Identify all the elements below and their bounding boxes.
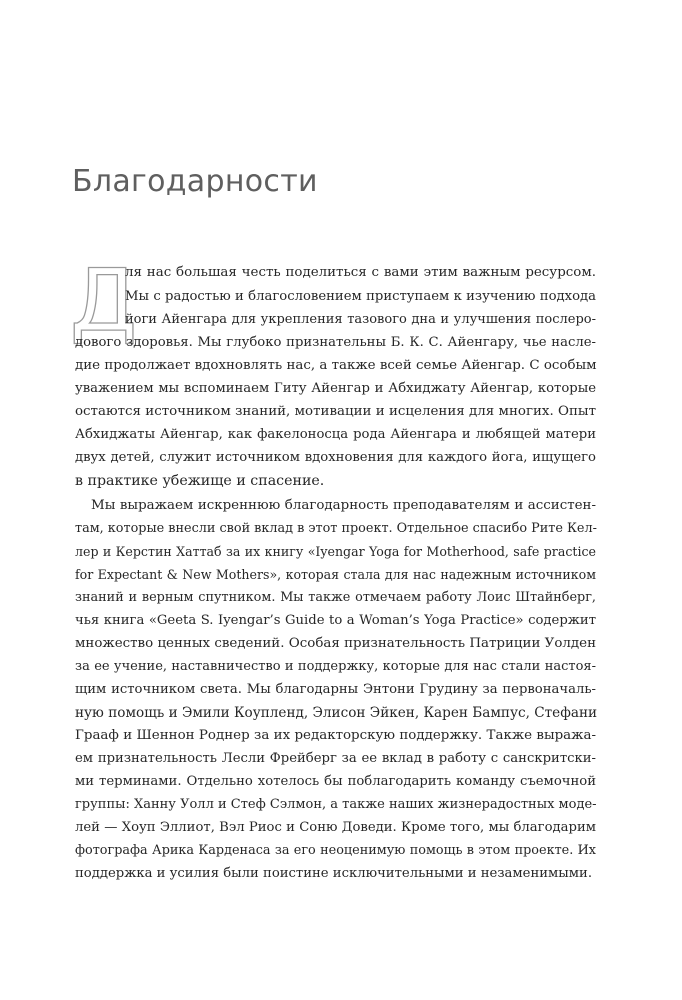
text-line: Мы выражаем искреннюю благодарность преподавателям и ассистен- xyxy=(91,498,596,513)
text-line: Мы с радостью и благословением приступаем к изучению подхода xyxy=(125,289,596,304)
text-line: знаний и верным спутником. Мы также отмечаем работу Лоис Штайнберг, xyxy=(75,590,596,605)
text-line: Грааф и Шеннон Роднер за их редакторскую поддержку. Также выража- xyxy=(75,728,596,743)
text-line: щим источником света. Мы благодарны Энтони Грудину за первоначаль- xyxy=(75,682,596,697)
text-line: поддержка и усилия были поистине исключительными и незаменимыми. xyxy=(75,866,593,881)
text-line: ми терминами. Отдельно хотелось бы поблагодарить команду съемочной xyxy=(75,774,596,789)
text-line: ля нас большая честь поделиться с вами этим важным ресурсом. xyxy=(125,265,596,280)
text-line: за ее учение, наставничество и поддержку, которые для нас стали настоя- xyxy=(75,659,596,674)
text-line: ную помощь и Эмили Коупленд, Элисон Эйкен, Карен Бампус, Стефани xyxy=(75,705,598,721)
text-line: лер и Керстин Хаттаб за их книгу «Iyengar Yoga for Motherhood, safe practice xyxy=(75,544,596,559)
text-line: в практике убежище и спасение. xyxy=(75,473,325,489)
text-line: остаются источником знаний, мотивации и исцеления для многих. Опыт xyxy=(75,404,596,419)
page-title: Благодарности xyxy=(72,164,318,199)
text-line: двух детей, служит источником вдохновения для каждого йога, ищущего xyxy=(75,450,596,465)
text-line: for Expectant & New Mothers», которая стала для нас надежным источником xyxy=(75,567,596,582)
text-line: Абхиджаты Айенгар, как факелоносца рода Айенгара и любящей матери xyxy=(75,427,596,442)
text-line: уважением мы вспоминаем Гиту Айенгар и Абхиджату Айенгар, которые xyxy=(75,381,596,396)
drop-cap: Д xyxy=(70,251,138,351)
text-line: там, которые внесли свой вклад в этот проект. Отдельное спасибо Рите Кел- xyxy=(75,521,597,536)
text-line: множество ценных сведений. Особая признательность Патриции Уолден xyxy=(75,636,596,651)
text-line: дие продолжает вдохновлять нас, а также всей семье Айенгар. С особым xyxy=(75,358,597,373)
text-line: йоги Айенгара для укрепления тазового дна и улучшения послеро- xyxy=(125,312,596,327)
text-line: дового здоровья. Мы глубоко признательны Б. К. С. Айенгару, чье насле- xyxy=(75,335,596,350)
text-line: ем признательность Лесли Фрейберг за ее вклад в работу с санскритски- xyxy=(75,751,596,766)
text-line: группы: Ханну Уолл и Стеф Сэлмон, а также наших жизнерадостных моде- xyxy=(75,797,597,812)
text-line: чья книга «Geeta S. Iyengar’s Guide to a Woman’s Yoga Practice» содержит xyxy=(75,613,596,628)
text-line: фотографа Арика Карденаса за его неоценимую помощь в этом проекте. Их xyxy=(75,843,596,858)
text-line: лей — Хоуп Эллиот, Вэл Риос и Соню Доведи. Кроме того, мы благодарим xyxy=(75,820,596,835)
